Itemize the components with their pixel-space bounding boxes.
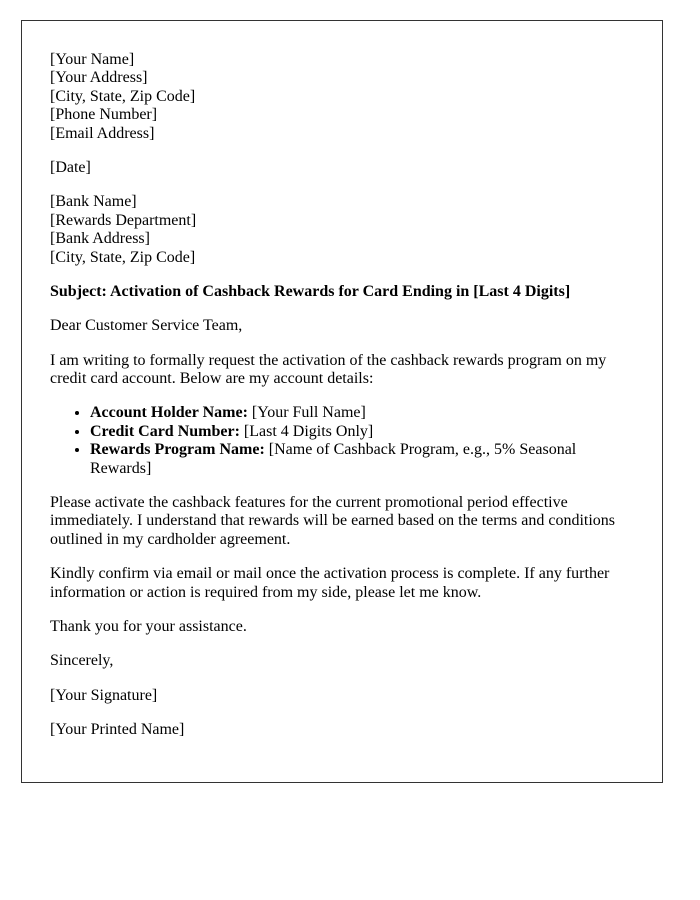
sender-city-line: [City, State, Zip Code] bbox=[50, 87, 196, 105]
confirmation-paragraph: Kindly confirm via email or mail once the activation process is complete. If any further information or action is required from my side, please let me know. bbox=[50, 565, 610, 601]
thanks-line: Thank you for your assistance. bbox=[50, 617, 247, 635]
credit-card-item bbox=[90, 423, 634, 441]
bank-city-line: [City, State, Zip Code] bbox=[50, 248, 196, 266]
signature-placeholder: [Your Signature] bbox=[50, 686, 158, 704]
date-line: [Date] bbox=[50, 158, 91, 176]
sender-phone-line: [Phone Number] bbox=[50, 106, 158, 124]
account-holder-label: Account Holder Name: bbox=[90, 404, 248, 422]
account-holder-item bbox=[90, 404, 634, 422]
recipient-block bbox=[50, 193, 634, 267]
subject-line-text: Subject: Activation of Cashback Rewards for Card Ending in [Last 4 Digits] bbox=[50, 282, 571, 300]
bank-name-line: [Bank Name] bbox=[50, 193, 137, 211]
sender-email-line: [Email Address] bbox=[50, 124, 155, 142]
request-paragraph: Please activate the cashback features for the current promotional period effective immediately. I understand that rewards will be earned based on the terms and conditions outlined in my cardholder agreement. bbox=[50, 494, 616, 548]
salutation: Dear Customer Service Team, bbox=[50, 317, 243, 335]
letter-document bbox=[21, 20, 663, 783]
account-details-list bbox=[50, 404, 634, 478]
sender-block bbox=[50, 51, 634, 143]
sender-address-line: [Your Address] bbox=[50, 69, 148, 87]
credit-card-value: [Last 4 Digits Only] bbox=[243, 422, 374, 440]
intro-paragraph: I am writing to formally request the activation of the cashback rewards program on my credit card account. Below are my account details: bbox=[50, 351, 607, 388]
sender-name-line: [Your Name] bbox=[50, 51, 135, 68]
printed-name-placeholder: [Your Printed Name] bbox=[50, 721, 185, 739]
rewards-program-label: Rewards Program Name: bbox=[90, 441, 265, 459]
bank-address-line: [Bank Address] bbox=[50, 230, 150, 248]
rewards-program-item bbox=[90, 441, 634, 478]
rewards-program-value: [Name of Cashback Program, e.g., 5% Seasonal Rewards] bbox=[90, 441, 577, 477]
account-holder-value: [Your Full Name] bbox=[251, 404, 366, 422]
closing-line: Sincerely, bbox=[50, 652, 114, 670]
subject-line bbox=[50, 283, 634, 301]
rewards-department-line: [Rewards Department] bbox=[50, 211, 197, 229]
credit-card-label: Credit Card Number: bbox=[90, 422, 240, 440]
